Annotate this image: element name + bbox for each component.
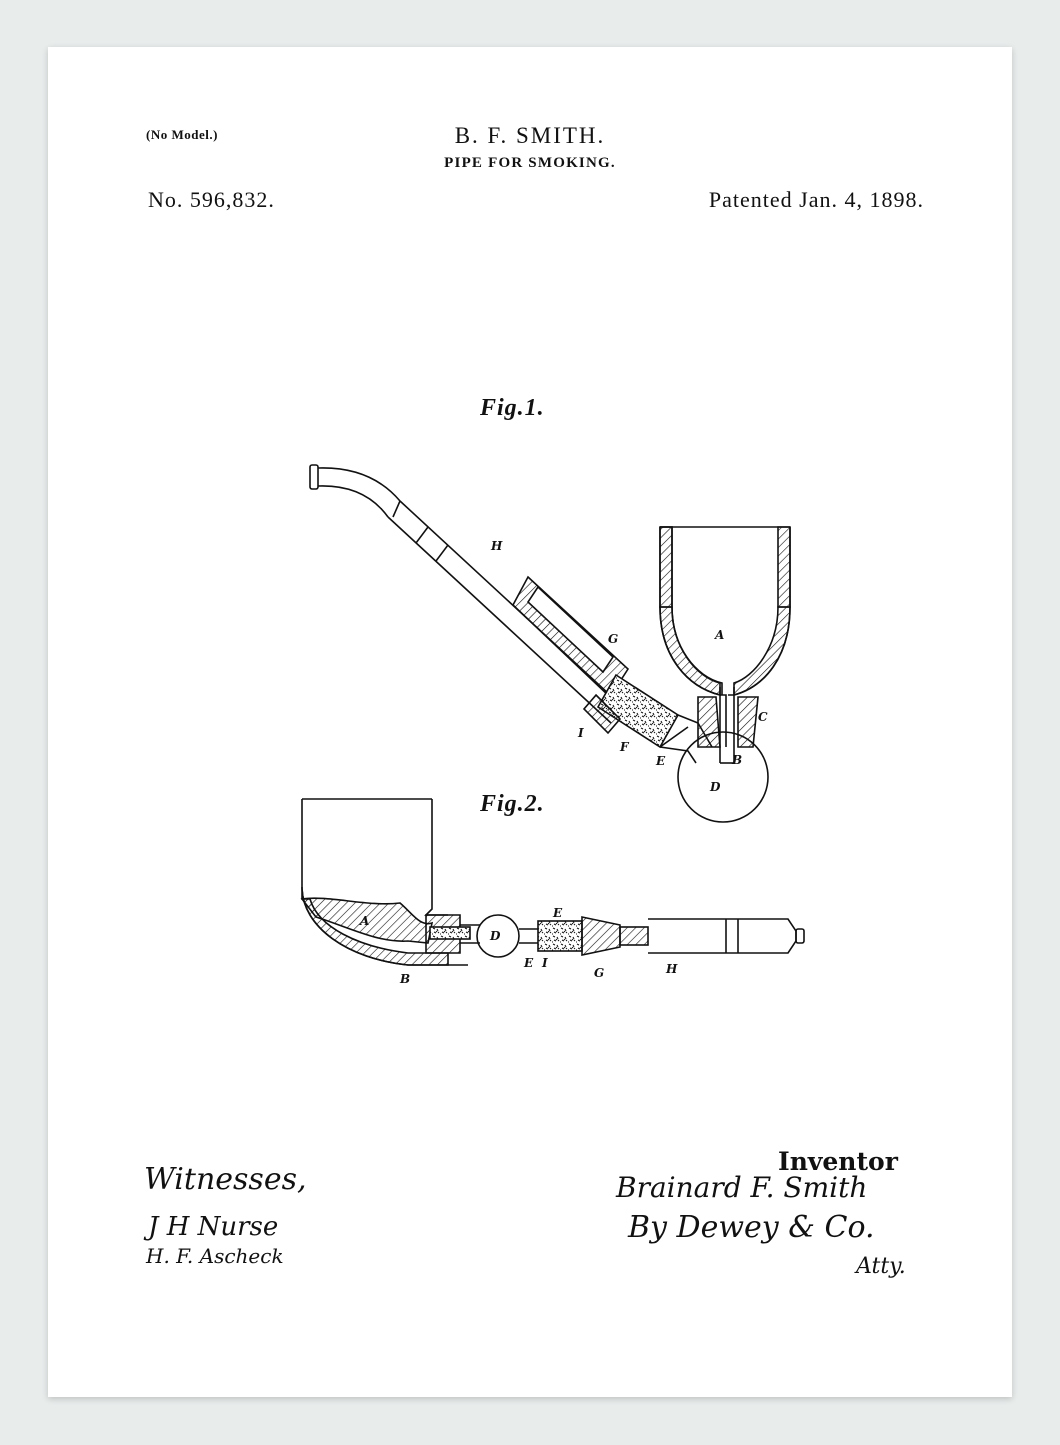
- fig2-label-H: H: [666, 962, 678, 976]
- fig2-label-E: E: [553, 906, 563, 920]
- inventor-name: B. F. SMITH.: [454, 123, 606, 148]
- patent-title: PIPE FOR SMOKING.: [444, 155, 616, 171]
- fig2-label-I: I: [542, 956, 548, 970]
- patent-sheet: [48, 47, 1012, 1397]
- inventor-heading: Inventor: [778, 1147, 898, 1176]
- fig2-label-D: D: [490, 929, 501, 943]
- fig1-part-labels: [490, 539, 768, 794]
- patent-number: No. 596,832.: [148, 187, 275, 212]
- fig2-label-G: G: [594, 966, 605, 980]
- inventor-signatures: [615, 1171, 906, 1279]
- fig1-label-H: H: [491, 539, 503, 553]
- patent-date: Patented Jan. 4, 1898.: [708, 187, 924, 212]
- witnesses-heading: Witnesses,: [144, 1162, 307, 1197]
- fig2-label-E2: E: [524, 956, 534, 970]
- fig1-bulb-D: [678, 732, 768, 822]
- fig1-drawing: [310, 465, 790, 822]
- fig1-mouthpiece-tip: [310, 465, 318, 489]
- fig1-label-B: B: [732, 753, 743, 767]
- witness-signatures: [143, 1212, 284, 1268]
- attorney-signature: By Dewey & Co.: [628, 1210, 875, 1245]
- fig2-label-A: A: [360, 914, 370, 928]
- fig1-label-C: C: [758, 710, 768, 724]
- fig2-label: Fig.2.: [480, 791, 545, 817]
- no-model-note: (No Model.): [146, 127, 218, 142]
- fig1-label: Fig.1.: [480, 395, 545, 421]
- fig2-filter-E: [538, 921, 582, 951]
- fig1-mouthpiece-top: [318, 468, 400, 501]
- witness-1-signature: J H Nurse: [148, 1212, 279, 1242]
- witness-2-signature: H. F. Ascheck: [146, 1244, 284, 1268]
- attorney-suffix: Atty.: [856, 1254, 906, 1279]
- fig1-shank-C: [698, 697, 720, 747]
- fig2-drawing: [302, 799, 804, 965]
- fig1-label-E: E: [656, 754, 666, 768]
- fig2-sleeve-G: [582, 917, 620, 955]
- fig2-label-B: B: [400, 972, 411, 986]
- fig1-label-F: F: [620, 740, 629, 754]
- inventor-signature: Brainard F. Smith: [616, 1171, 868, 1204]
- fig1-label-I: I: [578, 726, 584, 740]
- fig1-label-G: G: [608, 632, 619, 646]
- fig1-label-A: A: [715, 628, 725, 642]
- fig1-label-D: D: [710, 780, 721, 794]
